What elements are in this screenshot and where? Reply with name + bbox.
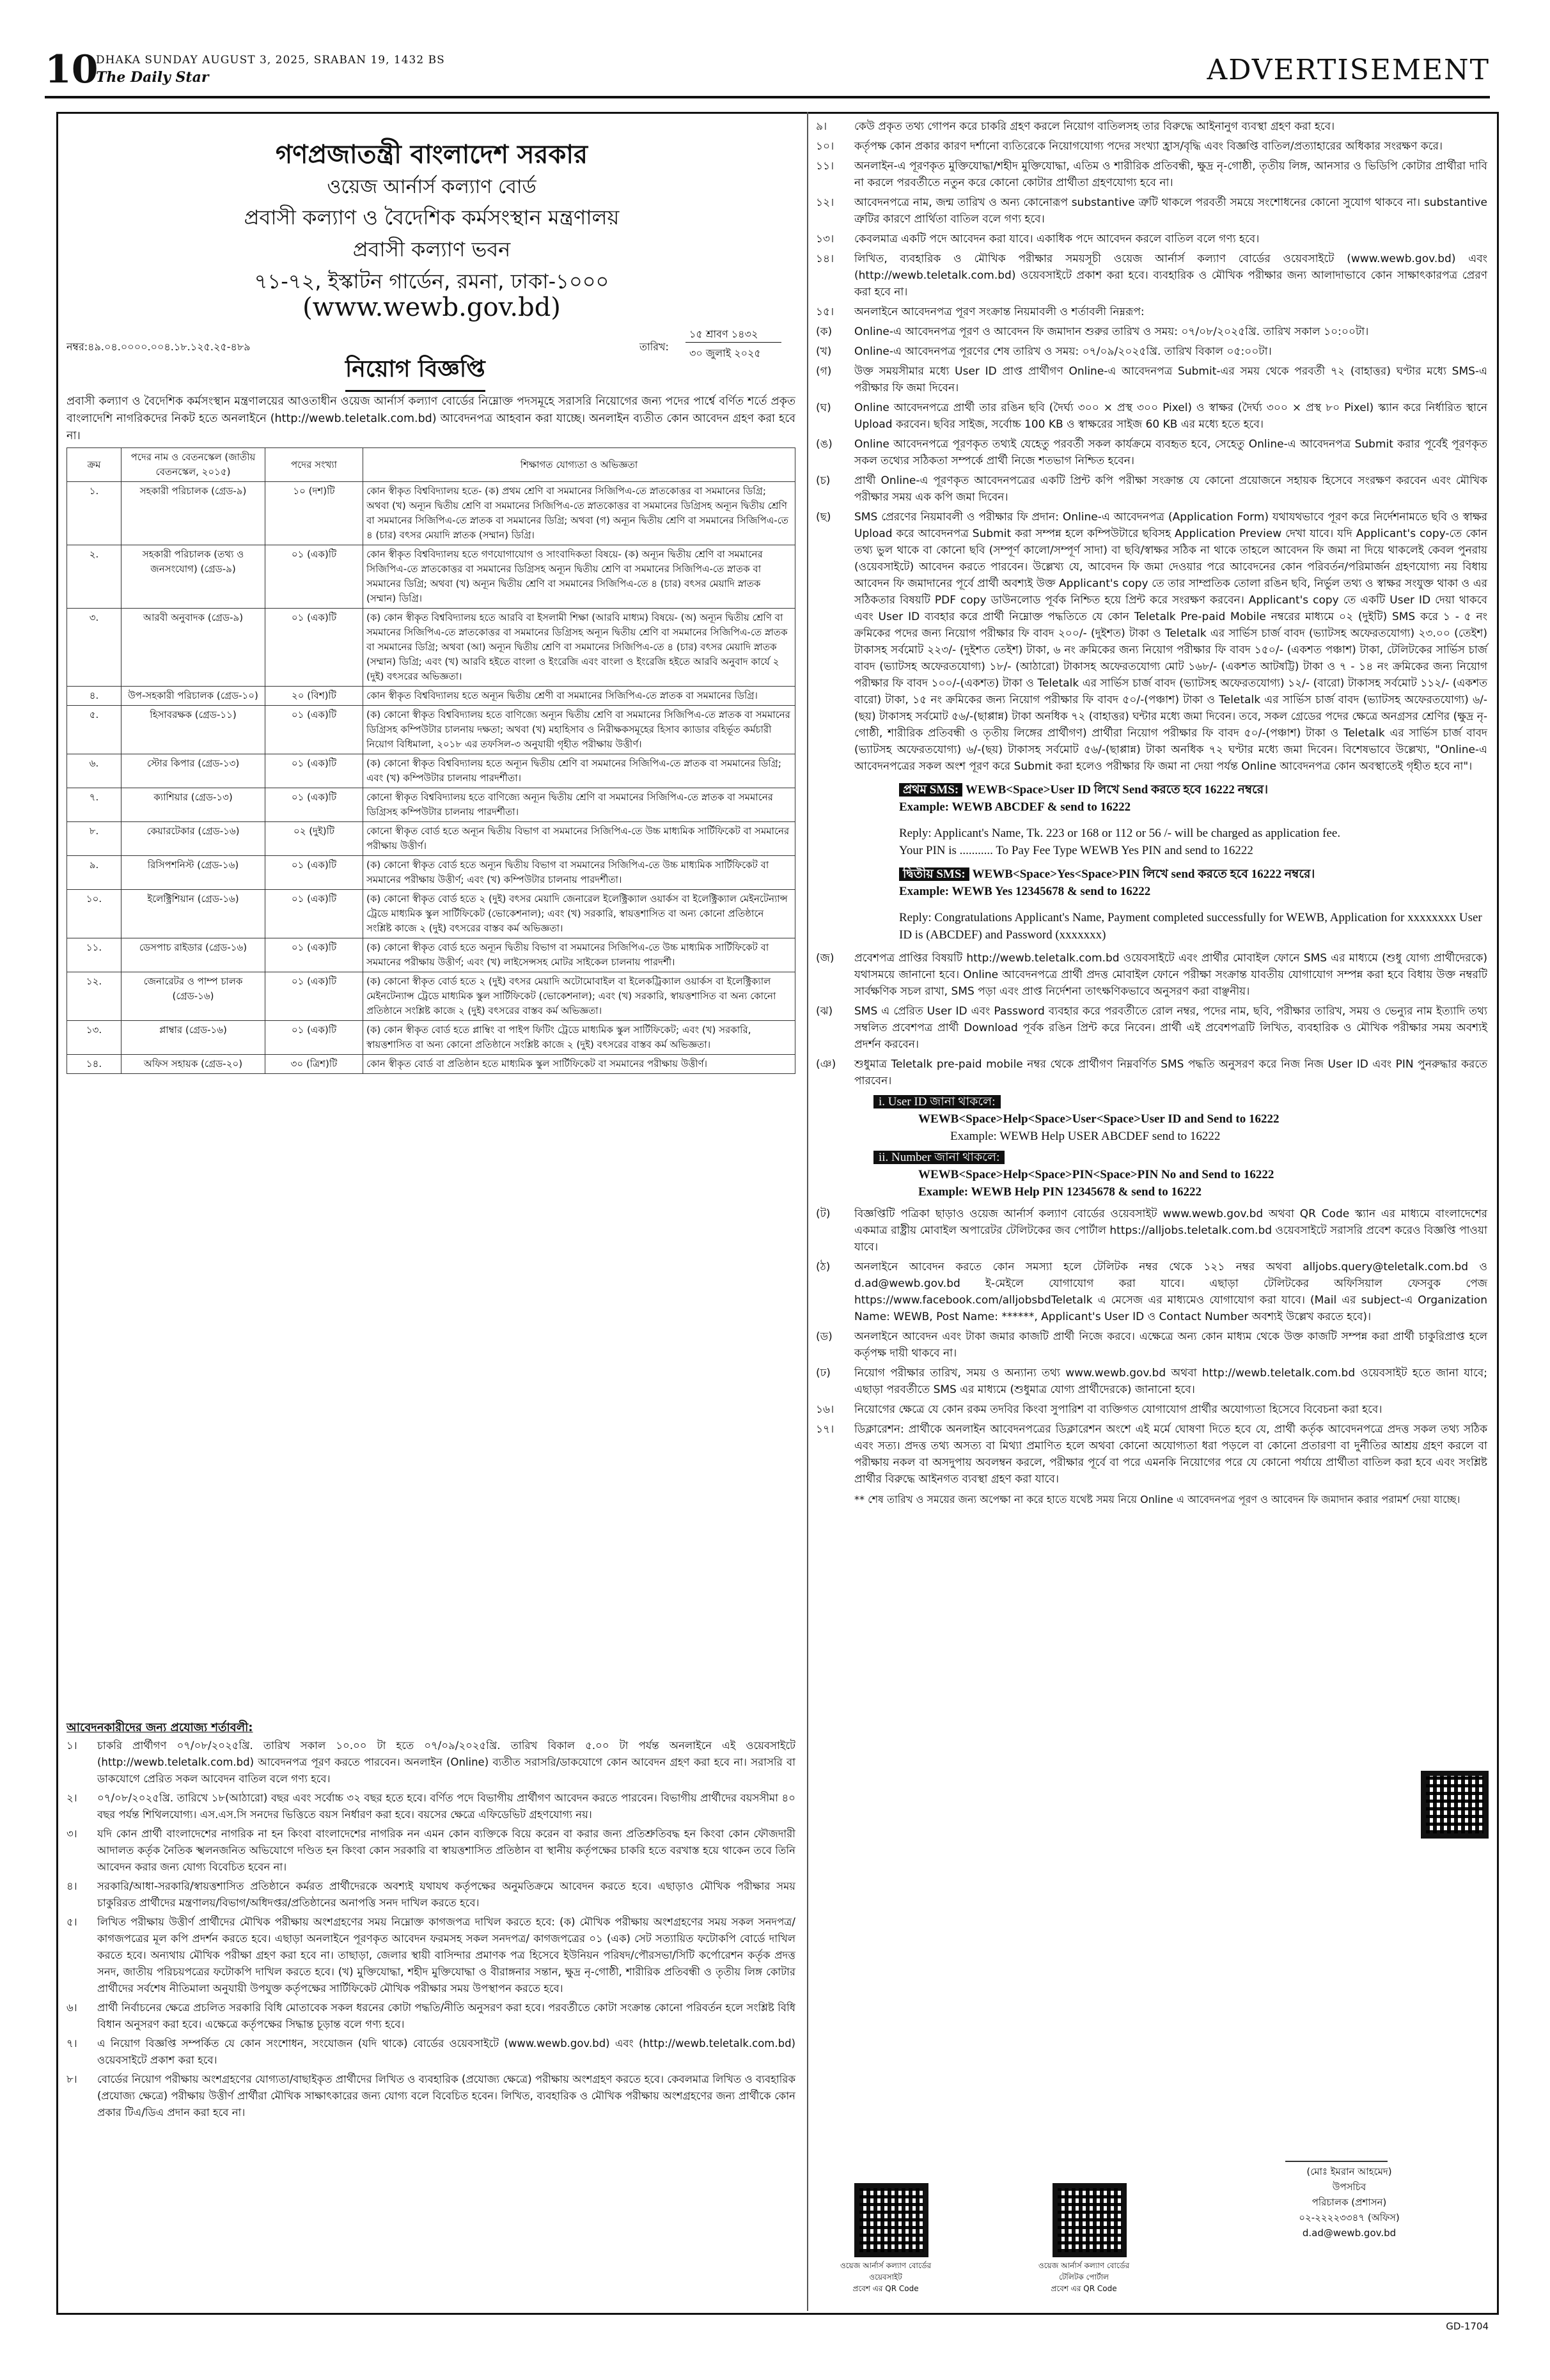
- job-table: [67, 447, 795, 1074]
- row-count: ১০ (দশ)টি: [265, 482, 363, 545]
- row-serial: ৭.: [67, 788, 121, 822]
- row-qualification: কোনো স্বীকৃত বোর্ড হতে অন্যূন দ্বিতীয় বিভাগ বা সমমানের সিজিপিএ-তে উচ্চ মাধ্যমিক সার্টিফিকেট বা সমমানের পরীক্ষায় উত্তীর্ণ।: [363, 822, 795, 856]
- address: ৭১-৭২, ইস্কাটন গার্ডেন, রমনা, ঢাকা-১০০০: [254, 269, 609, 293]
- table-row: [67, 706, 795, 754]
- conditions-title: আবেদনকারীদের জন্য প্রযোজ্য শর্তাবলী:: [67, 1721, 253, 1734]
- condition-item-number: ৫।: [67, 1916, 77, 1928]
- teletalk-qr-caption: [1023, 2260, 1145, 2294]
- instruction-item-text: অনলাইনে আবেদনপত্র পূরণ সংক্রান্ত নিয়মাবলী ও শর্তাবলী নিম্নরূপ:: [854, 306, 1145, 318]
- row-count: ০১ (এক)টি: [265, 754, 363, 788]
- col-count: পদের সংখ্যা: [265, 448, 363, 482]
- instruction-item: [816, 436, 1487, 469]
- instruction-item-number: (ঝ): [816, 1005, 833, 1018]
- instruction-item: [816, 1206, 1487, 1256]
- row-serial: ৮.: [67, 822, 121, 856]
- instruction-item: [816, 950, 1487, 1000]
- instruction-item-text: Online-এ আবেদনপত্র পূরণ ও আবেদন ফি জমাদান শুরুর তারিখ ও সময়: ০৭/০৮/২০২৫খ্রি. তারিখ সকাল ১০:০০টা।: [854, 325, 1369, 338]
- qr-caption-line: টেলিটক পোর্টাল: [1059, 2273, 1109, 2282]
- intro-paragraph: প্রবাসী কল্যাণ ও বৈদেশিক কর্মসংস্থান মন্ত্রণালয়ের আওতাধীন ওয়েজ আর্নার্স কল্যাণ বোর্ডের নিম্নোক্ত পদসমূহে সরাসরি নিয়োগের জন্য পদের পার্শ্বে বর্ণিত শর্তে প্রকৃত বাংলাদেশি নাগরিকদের নিকট হতে অনলাইনে (http://wewb.teletalk.com.bd) আবেদনপত্র আহবান করা যাচ্ছে। অনলাইন ব্যতীত কোন আবেদন গ্রহণ করা হবে না।: [67, 395, 795, 442]
- qr-caption-line: ওয়েজ আর্নার্স কল্যাণ বোর্ডের: [1038, 2261, 1130, 2270]
- row-serial: ৬.: [67, 754, 121, 788]
- instruction-item-number: ১৫।: [816, 306, 834, 318]
- row-post: হিসাবরক্ষক (গ্রেড-১১): [121, 706, 265, 754]
- row-serial: ৪.: [67, 687, 121, 706]
- board-name: ওয়েজ আর্নার্স কল্যাণ বোর্ড: [327, 176, 536, 198]
- instruction-item: [816, 1365, 1487, 1398]
- masthead-rule: [45, 96, 1490, 98]
- column-divider: [807, 112, 808, 2311]
- condition-item-text: ০৭/০৮/২০২৫খ্রি. তারিখে ১৮(আঠারো) বছর এবং সর্বোচ্চ ৩২ বছর হতে হবে। বর্ণিত পদে বিভাগীয় প্রার্থীগণ আবেদন করতে পারবেন। বিভাগীয় প্রার্থীদের বয়সসীমা ৪০ বছর পর্যন্ত শিথিলযোগ্য। এস.এস.সি সনদের ভিত্তিতে বয়স নির্ধারণ করা হবে। বয়সের ক্ষেত্রে এফিডেভিট গ্রহণযোগ্য নয়।: [97, 1792, 795, 1821]
- row-count: ০১ (এক)টি: [265, 890, 363, 938]
- pin-label: ii. Number জানা থাকলে:: [873, 1151, 1005, 1164]
- row-post: অফিস সহায়ক (গ্রেড-২০): [121, 1055, 265, 1074]
- instruction-item-number: ৯।: [816, 120, 827, 133]
- date-bangla: ১৫ শ্রাবণ ১৪৩২: [689, 328, 758, 340]
- govt-title: গণপ্রজাতন্ত্রী বাংলাদেশ সরকার: [276, 140, 588, 169]
- row-post: রিসিপশনিস্ট (গ্রেড-১৬): [121, 856, 265, 890]
- instruction-item-number: (ঢ): [816, 1367, 831, 1380]
- signature-block: [1266, 2164, 1432, 2241]
- instruction-item-text: কেউ প্রকৃত তথ্য গোপন করে চাকরি গ্রহণ করলে নিয়োগ বাতিলসহ তার বিরুদ্ধে আইনানুগ ব্যবস্থা গ্রহণ করা হবে।: [854, 120, 1335, 133]
- row-count: ০১ (এক)টি: [265, 609, 363, 687]
- condition-item-number: ১।: [67, 1739, 77, 1752]
- instruction-item: [816, 323, 1487, 340]
- instruction-item: [816, 400, 1487, 433]
- col-serial: ক্রম: [67, 448, 121, 482]
- row-serial: ৯.: [67, 856, 121, 890]
- row-post: সহকারী পরিচালক (তথ্য ও জনসংযোগ) (গ্রেড-৯): [121, 545, 265, 609]
- condition-item-number: ৩।: [67, 1828, 77, 1840]
- first-sms-label: প্রথম SMS:: [899, 783, 962, 797]
- table-row: [67, 687, 795, 706]
- instruction-item: [816, 158, 1487, 191]
- row-qualification: (ক) কোনো স্বীকৃত বোর্ড হতে ২ (দুই) বৎসর মেয়াদি অটোমোবাইল বা ইলেকট্রিক্যাল ওয়ার্কস বা ইলেক্ট্রিক্যাল মেইনটেন্যান্স ট্রেডে মাধ্যমিক স্কুল সার্টিফিকেট (ভোকেশনাল); এবং (খ) সরকারি, স্বায়ত্তশাসিত বা অন্য কোনো প্রতিষ্ঠানে সংশ্লিষ্ট কাজে ২ (দুই) বৎসরের বাস্তব কর্ম অভিজ্ঞতা।: [363, 972, 795, 1021]
- row-count: ০১ (এক)টি: [265, 972, 363, 1021]
- row-post: প্লাম্বার (গ্রেড-১৬): [121, 1021, 265, 1055]
- row-post: উপ-সহকারী পরিচালক (গ্রেড-১০): [121, 687, 265, 706]
- qr-caption-line: ওয়েবসাইট: [869, 2273, 902, 2282]
- instruction-item: [816, 1421, 1487, 1488]
- condition-item: [67, 1738, 795, 1787]
- row-count: ০১ (এক)টি: [265, 938, 363, 972]
- table-row: [67, 822, 795, 856]
- table-row: [67, 1021, 795, 1055]
- instruction-item-number: ১২।: [816, 196, 834, 209]
- date-label: তারিখ:: [639, 341, 669, 353]
- row-serial: ১০.: [67, 890, 121, 938]
- condition-item: [67, 2071, 795, 2121]
- instruction-item: [816, 1003, 1487, 1053]
- instruction-item: [816, 472, 1487, 506]
- instruction-item: [816, 194, 1487, 228]
- userid-format: WEWB<Space>Help<Space>User<Space>User ID and Send to 16222: [918, 1112, 1280, 1126]
- condition-item: [67, 1790, 795, 1823]
- memo-number: নম্বর:৪৯.০৪.০০০০.০০৪.১৮.১২৫.২৫-৪৮৯: [67, 341, 251, 353]
- instruction-item-number: (ঘ): [816, 401, 831, 414]
- table-row: [67, 482, 795, 545]
- row-qualification: (ক) কোনো স্বীকৃত বোর্ড হতে অন্যূন দ্বিতীয় বিভাগ বা সমমানের সিজিপিএ-তে উচ্চ মাধ্যমিক সার্টিফিকেট বা সমমানের পরীক্ষায় উত্তীর্ণ; এবং (খ) কম্পিউটার চালনায় পারদর্শীতা।: [363, 856, 795, 890]
- signatory-title: উপসচিব: [1332, 2181, 1366, 2193]
- instructions-list-b: [816, 950, 1487, 1089]
- condition-item-text: লিখিত পরীক্ষায় উত্তীর্ণ প্রার্থীদের মৌখিক পরীক্ষায় অংশগ্রহণের সময় নিম্নোক্ত কাগজপত্র দাখিল করতে হবে: (ক) মৌখিক পরীক্ষায় অংশগ্রহণের সময় সকল সনদপত্র/কাগজপত্রের মূল কপি প্রদর্শন করতে হবে। এছাড়া অনলাইনে পূরণকৃত আবেদন ফরমসহ সকল সনদপত্র/ কাগজপত্রের ০১ (এক) সেট সত্যায়িত ফটোকপি বোর্ডে দাখিল করতে হবে। অন্যথায় মৌখিক পরীক্ষা গ্রহণ করা হবে না। তাছাড়া, জেলার স্থায়ী বাসিন্দার প্রমাণক পত্র হিসেবে ইউনিয়ন পরিষদ/পৌরসভা/সিটি কর্পোরেশন কর্তৃক প্রদত্ত সনদ, জাতীয় পরিচয়পত্রের ফটোকপি দাখিল করতে হবে। (খ) মুক্তিযোদ্ধা, শহীদ মুক্তিযোদ্ধা ও বীরাঙ্গনার সন্তান, ক্ষুদ্র নৃ-গোষ্ঠী, শারীরিক প্রতিবন্ধী ও তৃতীয় লিঙ্গ কোটার প্রার্থীদের সর্বশেষ নীতিমালা অনুযায়ী উপযুক্ত কর্তৃপক্ষের সার্টিফিকেট মৌখিক পরীক্ষার সময় উপস্থাপন করতে হবে।: [97, 1916, 795, 1995]
- pin-recovery-box: [873, 1149, 1487, 1201]
- row-serial: ২.: [67, 545, 121, 609]
- table-row: [67, 545, 795, 609]
- qr-code-icon[interactable]: [1421, 1771, 1489, 1839]
- instruction-item-text: অনলাইন-এ পূরণকৃত মুক্তিযোদ্ধা/শহীদ মুক্তিযোদ্ধা, এতিম ও শারীরিক প্রতিবন্ধী, ক্ষুদ্র নৃ-গোষ্ঠী, তৃতীয় লিঙ্গ, আনসার ও ভিডিপি কোটার প্রার্থীরা দাবি না করলে পরবর্তীতে নতুন করে কোনো কোটার প্রার্থীতা গ্রহণযোগ্য হবে না।: [854, 160, 1487, 189]
- signatory-email[interactable]: d.ad@wewb.gov.bd: [1302, 2227, 1397, 2239]
- row-post: জেনারেটর ও পাম্প চালক (গ্রেড-১৬): [121, 972, 265, 1021]
- qr-caption-line: ওয়েজ আর্নার্স কল্যাণ বোর্ডের: [840, 2261, 932, 2270]
- condition-item-text: প্রার্থী নির্বাচনের ক্ষেত্রে প্রচলিত সরকারি বিধি মোতাবেক সকল ধরনের কোটা পদ্ধতি/নীতি অনুসরণ করা হবে। পরবর্তীতে কোটা সংক্রান্ত কোনো পরিবর্তন হলে সংশ্লিষ্ট বিধি বিধান অনুসরণ করা হবে। এক্ষেত্রে কর্তৃপক্ষের সিদ্ধান্ত চূড়ান্ত বলে গণ্য হবে।: [97, 2002, 795, 2030]
- condition-item: [67, 1826, 795, 1876]
- signatory-phone: ০২-২২২২৩৩৪৭ (অফিস): [1299, 2212, 1400, 2223]
- instruction-item-number: (ক): [816, 325, 833, 338]
- row-serial: ১৩.: [67, 1021, 121, 1055]
- instruction-item-text: প্রার্থী Online-এ পূরণকৃত আবেদনপত্রের একটি প্রিন্ট কপি পরীক্ষা সংক্রান্ত যে কোনো প্রয়োজনে সহায়ক হিসেবে সংরক্ষণ করবেন এবং মৌখিক পরীক্ষার সময় এক কপি জমা দিবেন।: [854, 474, 1487, 504]
- second-sms-example: Example: WEWB Yes 12345678 & send to 16222: [899, 885, 1151, 898]
- first-sms-example: Example: WEWB ABCDEF & send to 16222: [899, 800, 1131, 814]
- instruction-item-text: উক্ত সময়সীমার মধ্যে User ID প্রাপ্ত প্রার্থীগণ Online-এ আবেদনপত্র Submit-এর সময় থেকে পরবর্তী ৭২ (বাহাত্তর) ঘণ্টার মধ্যে SMS-এ পরীক্ষার ফি জমা দিবেন।: [854, 365, 1487, 394]
- signatory-designation: পরিচালক (প্রশাসন): [1311, 2197, 1387, 2208]
- instruction-item: [816, 118, 1487, 135]
- instruction-item-number: (ঞ): [816, 1058, 836, 1071]
- row-qualification: (ক) কোনো স্বীকৃত বিশ্ববিদ্যালয় হতে বাণিজ্যে অন্যূন দ্বিতীয় শ্রেণি বা সমমানের সিজিপিএ-তে স্নাতক বা সমমানের ডিগ্রিসহ কম্পিউটার চালনায় দক্ষতা; অথবা (খ) মহাহিসাব ও নিরীক্ষকসমূহের হিসাব ক্যাডার বহির্ভূত কর্মচারী নিয়োগ বিধিমালা, ২০১৮ এর তফসিল-৩ অনুযায়ী গৃহীত পরীক্ষায় উত্তীর্ণ।: [363, 706, 795, 754]
- userid-example: Example: WEWB Help USER ABCDEF send to 16222: [950, 1130, 1221, 1143]
- table-row: [67, 788, 795, 822]
- instruction-item-text: অনলাইনে আবেদন এবং টাকা জমার কাজটি প্রার্থী নিজে করবে। এক্ষেত্রে অন্য কোন মাধ্যম থেকে উক্ত কাজটি সম্পন্ন করা প্রার্থী চাকুরিপ্রাপ্ত হলে কর্তৃপক্ষ দায়ী থাকবে না।: [854, 1330, 1487, 1360]
- row-count: ০১ (এক)টি: [265, 545, 363, 609]
- instruction-item-number: (ড): [816, 1330, 833, 1343]
- row-qualification: কোন স্বীকৃত বিশ্ববিদ্যালয় হতে অন্যূন দ্বিতীয় শ্রেণী বা সমমানের সিজিপিএ-তে স্নাতক বা সমমানের ডিগ্রি।: [363, 687, 795, 706]
- condition-item-text: বোর্ডের নিয়োগ পরীক্ষায় অংশগ্রহণের যোগ্যতা/বাছাইকৃত প্রার্থীদের লিখিত ও ব্যবহারিক (প্রযোজ্য ক্ষেত্রে) পরীক্ষায় অংশগ্রহণ করতে হবে। কেবলমাত্র লিখিত ও ব্যবহারিক (প্রযোজ্য ক্ষেত্রে) পরীক্ষায় উত্তীর্ণ প্রার্থীরা মৌখিক সাক্ষাৎকারের জন্য যোগ্য বলে বিবেচিত হবেন। লিখিত, ব্যবহারিক ও মৌখিক পরীক্ষায় অংশগ্রহণের জন্য প্রার্থীকে কোন প্রকার টিএ/ডিএ প্রদান করা হবে না।: [97, 2073, 795, 2119]
- row-count: ০১ (এক)টি: [265, 788, 363, 822]
- row-qualification: (ক) কোন স্বীকৃত বিশ্ববিদ্যালয় হতে আরবি বা ইসলামী শিক্ষা (আরবি মাধ্যম) বিষয়ে- (অ) অন্যূন দ্বিতীয় শ্রেণি বা সমমানের সিজিপিএ-তে স্নাতকোত্তর বা সমমানের ডিগ্রিসহ অন্যূন দ্বিতীয় শ্রেণি বা সমমানের সিজিপিএ-তে স্নাতক বা সমমানের ডিগ্রি; অথবা (আ) অন্যূন দ্বিতীয় শ্রেণি বা সমমানের সিজিপিএ-তে ৪ (চার) বৎসর মেয়াদি স্নাতক (সম্মান) ডিগ্রি; এবং (খ) আরবি হইতে বাংলা ও ইংরেজি এবং বাংলা ও ইংরেজি হইতে আরবি অনুবাদ কার্যে ২ (দুই) বৎসরের অভিজ্ঞতা।: [363, 609, 795, 687]
- row-post: স্টোর কিপার (গ্রেড-১৩): [121, 754, 265, 788]
- second-sms-reply: Reply: Congratulations Applicant's Name, Payment completed successfully for WEWB, Application for xxxxxxxx User ID is (ABCDEF) and Password (xxxxxxx): [899, 911, 1482, 942]
- table-row: [67, 972, 795, 1021]
- row-count: ২০ (বিশ)টি: [265, 687, 363, 706]
- instruction-item-number: ১০।: [816, 140, 834, 153]
- row-count: ৩০ (ত্রিশ)টি: [265, 1055, 363, 1074]
- row-qualification: (ক) কোনো স্বীকৃত বোর্ড হতে ২ (দুই) বৎসর মেয়াদি জেনারেল ইলেক্ট্রিক্যাল ওয়ার্কস বা ইলেক্ট্রিক্যাল মেইনটেন্যান্স ট্রেডে মাধ্যমিক স্কুল সার্টিফিকেট (ভোকেশনাল); এবং (খ) সরকারি, স্বায়ত্তশাসিত বা অন্য কোনো প্রতিষ্ঠানে সংশ্লিষ্ট কাজে ২ (দুই) বৎসরের বাস্তব কর্ম অভিজ্ঞতা।: [363, 890, 795, 938]
- col-qualification: শিক্ষাগত যোগ্যতা ও অভিজ্ঞতা: [363, 448, 795, 482]
- instruction-item-text: নিয়োগ পরীক্ষার তারিখ, সময় ও অন্যান্য তথ্য www.wewb.gov.bd অথবা http://wewb.teletalk.com.bd ওয়েবসাইট হতে জানা যাবে; এছাড়া পরবর্তীতে SMS এর মাধ্যমে (শুধুমাত্র যোগ্য প্রার্থীদেরকে) জানানো হবে।: [854, 1367, 1487, 1396]
- row-qualification: কোন স্বীকৃত বিশ্ববিদ্যালয় হতে- (ক) প্রথম শ্রেণি বা সমমানের সিজিপিএ-তে স্নাতকোত্তর বা সমমানের ডিগ্রি; অথবা (খ) অন্যূন দ্বিতীয় শ্রেণি বা সমমানের সিজিপিএ-তে স্নাতকোত্তর বা সমমানের ডিগ্রিসহ অন্যূন দ্বিতীয় শ্রেণি বা সমমানের সিজিপিএ-তে স্নাতক বা সমমানের ডিগ্রি; অথবা (গ) অন্যূন দ্বিতীয় শ্রেণি বা সমমানের সিজিপিএ-তে ৪ (চার) বৎসর মেয়াদি স্নাতক (সম্মান) ডিগ্রি।: [363, 482, 795, 545]
- row-post: ক্যাশিয়ার (গ্রেড-১৩): [121, 788, 265, 822]
- instruction-item-text: Online আবেদনপত্রে প্রার্থী তার রঙিন ছবি (দৈর্ঘ্য ৩০০ × প্রস্থ ৩০০ Pixel) ও স্বাক্ষর (দৈর্ঘ্য ৩০০ × প্রস্থ ৮০ Pixel) স্ক্যান করে নির্ধারিত স্থানে Upload করবেন। ছবির সাইজ, সর্বোচ্চ 100 KB ও স্বাক্ষরের সাইজ 60 KB এর মধ্যে হতে হবে।: [854, 401, 1487, 431]
- condition-item: [67, 1878, 795, 1911]
- instruction-item: [816, 363, 1487, 396]
- website-qr-code-icon[interactable]: [854, 2183, 928, 2257]
- condition-item-number: ৪।: [67, 1880, 77, 1892]
- pin-example: Example: WEWB Help PIN 12345678 & send to 16222: [918, 1185, 1202, 1199]
- signatory-name: (মোঃ ইমরান আহমেদ): [1306, 2166, 1392, 2177]
- instruction-item-text: Online আবেদনপত্রে পূরণকৃত তথ্যই যেহেতু পরবর্তী সকল কার্যক্রমে ব্যবহৃত হবে, সেহেতু Online-এ আবেদনপত্র Submit করার পূর্বেই পূরণকৃত সকল তথ্যের সঠিকতা সম্পর্কে প্রার্থী নিজে শতভাগ নিশ্চিত হবেন।: [854, 438, 1487, 467]
- row-serial: ১১.: [67, 938, 121, 972]
- instruction-item: [816, 1328, 1487, 1362]
- instruction-item: [816, 251, 1487, 300]
- row-qualification: কোন স্বীকৃত বোর্ড বা প্রতিষ্ঠান হতে মাধ্যমিক স্কুল সার্টিফিকেট বা সমমানের পরীক্ষায় উত্তীর্ণ।: [363, 1055, 795, 1074]
- row-qualification: (ক) কোনো স্বীকৃত বোর্ড হতে অন্যূন দ্বিতীয় বিভাগ বা সমমানের সিজিপিএ-তে উচ্চ মাধ্যমিক সার্টিফিকেট বা সমমানের পরীক্ষায় উত্তীর্ণ; এবং (খ) লাইসেন্সসহ মোটর সাইকেল চালনায় পারদর্শী।: [363, 938, 795, 972]
- instruction-item-text: প্রবেশপত্র প্রাপ্তির বিষয়টি http://wewb.teletalk.com.bd ওয়েবসাইটে এবং প্রার্থীর মোবাইল ফোনে SMS এর মাধ্যমে (শুধু যোগ্য প্রার্থীদেরকে) যথাসময়ে জানানো হবে। Online আবেদনপত্রে প্রার্থী প্রদত্ত মোবাইল ফোনে পরীক্ষা সংক্রান্ত যাবতীয় যোগাযোগ সম্পন্ন করা হবে বিধায় উক্ত নম্বরটি সার্বক্ষণিক সচল রাখা, SMS পড়া এবং প্রাপ্ত নির্দেশনা তাৎক্ষণিকভাবে অনুসরণ করা বাঞ্ছনীয়।: [854, 952, 1487, 998]
- row-serial: ৫.: [67, 706, 121, 754]
- row-post: কেয়ারটেকার (গ্রেড-১৬): [121, 822, 265, 856]
- instructions-list-c: [816, 1206, 1487, 1488]
- instruction-item-text: নিয়োগের ক্ষেত্রে যে কোন রকম তদবির কিংবা সুপারিশ বা ব্যক্তিগত যোগাযোগ প্রার্থীর অযোগ্যতা হিসেবে বিবেচনা করা হবে।: [854, 1403, 1382, 1416]
- condition-item-text: চাকরি প্রার্থীগণ ০৭/০৮/২০২৫খ্রি. তারিখ সকাল ১০.০০ টা হতে ০৭/০৯/২০২৫খ্রি. তারিখ বিকাল ৫.০০ টা পর্যন্ত অনলাইনে এই ওয়েবসাইটে (http://wewb.teletalk.com.bd) আবেদনপত্র পূরণ করতে পারবেন। অনলাইন (Online) ব্যতীত সরাসরি/ডাকযোগে কোন আবেদন গ্রহণ করা হবে না। সরাসরি বা ডাকযোগে প্রেরিত সকল আবেদন বাতিল বলে গণ্য হবে।: [97, 1739, 795, 1785]
- date-gregorian: ৩০ জুলাই ২০২৫: [689, 347, 761, 359]
- qr-caption-line: প্রবেশ এর QR Code: [852, 2284, 919, 2293]
- page-number: 10: [45, 47, 98, 92]
- conditions-list: [67, 1738, 795, 2124]
- date-divider: [685, 342, 781, 343]
- instruction-item-text: কেবলমাত্র একটি পদে আবেদন করা যাবে। একাধিক পদে আবেদন করলে বাতিল বলে গণ্য হবে।: [854, 233, 1260, 245]
- notice-title: নিয়োগ বিজ্ঞপ্তি: [345, 352, 485, 392]
- row-serial: ১২.: [67, 972, 121, 1021]
- instruction-item-text: অনলাইনে আবেদন করতে কোন সমস্যা হলে টেলিটক নম্বর থেকে ১২১ নম্বর অথবা alljobs.query@teletalk.com.bd ও d.ad@wewb.gov.bd ই-মেইলে যোগাযোগ করা যাবে। এছাড়া টেলিটকের অফিসিয়াল ফেসবুক পেজ https://www.facebook.com/alljobsbdTeletalk এ মেসেজ এর মাধ্যমেও যোগাযোগ করা যাবে। (Mail এর subject-এ Organization Name: WEWB, Post Name: ******, Applicant's User ID ও Contact Number অবশ্যই উল্লেখ করতে হবে)।: [854, 1261, 1487, 1323]
- table-header-row: [67, 448, 795, 482]
- col-post: পদের নাম ও বেতনস্কেল (জাতীয় বেতনস্কেল, ২০১৫): [121, 448, 265, 482]
- condition-item-text: সরকারি/আধা-সরকারি/স্বায়ত্তশাসিত প্রতিষ্ঠানে কর্মরত প্রার্থীদেরকে অবশ্যই যথাযথ কর্তৃপক্ষের অনুমতিক্রমে আবেদন করতে হবে। এছাড়াও মৌখিক পরীক্ষার সময় চাকুরিরত প্রার্থীদের মন্ত্রণালয়/বিভাগ/অধিদপ্তর/প্রতিষ্ঠানের অনাপত্তি সনদ দাখিল করতে হবে।: [97, 1880, 795, 1909]
- instruction-item: [816, 343, 1487, 360]
- row-post: ডেসপাচ রাইডার (গ্রেড-১৬): [121, 938, 265, 972]
- instruction-item-number: ১১।: [816, 160, 834, 173]
- footnote: ** শেষ তারিখ ও সময়ের জন্য অপেক্ষা না করে হাতে যথেষ্ট সময় নিয়ে Online এ আবেদনপত্র পূরণ ও আবেদন ফি জমাদান করার পরামর্শ দেয়া যাচ্ছে।: [854, 1493, 1460, 1505]
- first-sms-format: WEWB<Space>User ID লিখে Send করতে হবে 16222 নম্বরে।: [965, 783, 1269, 797]
- instruction-item-text: ডিক্লারেশন: প্রার্থীকে অনলাইন আবেদনপত্রের ডিক্লারেশন অংশে এই মর্মে ঘোষণা দিতে হবে যে, প্রার্থী কর্তৃক আবেদনপত্রে প্রদত্ত সকল তথ্য সঠিক এবং সত্য। প্রদত্ত তথ্য অসত্য বা মিথ্যা প্রমাণিত হলে অথবা কোনো অযোগ্যতা ধরা পড়লে বা কোনো প্রতারণা বা দুর্নীতির আশ্রয় গ্রহণ করলে বা পরীক্ষায় নকল বা অসদুপায় অবলম্বন করলে, পরীক্ষার পূর্বে বা পরে এমনকি নিয়োগের পরে যে কোনো পর্যায়ে প্রার্থীতা বাতিল করা হবে এবং সংশ্লিষ্ট প্রার্থীর বিরুদ্ধে আইনগত ব্যবস্থা গ্রহণ করা যাবে।: [854, 1423, 1487, 1486]
- instruction-item-number: ১৪।: [816, 253, 834, 265]
- userid-recovery-box: [873, 1093, 1487, 1145]
- instruction-item: [816, 509, 1487, 775]
- instruction-item-text: Online-এ আবেদনপত্র পূরণের শেষ তারিখ ও সময়: ০৭/০৯/২০২৫খ্রি. তারিখ বিকাল ০৫:০০টা।: [854, 345, 1272, 358]
- instruction-item-number: (গ): [816, 365, 832, 378]
- second-sms-format: WEWB<Space>Yes<Space>PIN লিখে send করতে হবে 16222 নম্বরে।: [972, 867, 1315, 881]
- second-sms-label: দ্বিতীয় SMS:: [899, 867, 969, 881]
- instruction-item: [816, 138, 1487, 155]
- website-link[interactable]: (www.wewb.gov.bd): [302, 293, 561, 322]
- instruction-item-text: লিখিত, ব্যবহারিক ও মৌখিক পরীক্ষার সময়সূচী ওয়েজ আর্নার্স কল্যাণ বোর্ডের ওয়েবসাইটে (www.wewb.gov.bd) এবং (http://wewb.teletalk.com.bd) ওয়েবসাইটে প্রকাশ করা হবে। ব্যবহারিক ও মৌখিক পরীক্ষার জন্য আলাদাভাবে কোন সাক্ষাৎকারপত্র প্রেরণ করা হবে না।: [854, 253, 1487, 299]
- instruction-item: [816, 231, 1487, 247]
- condition-item-number: ৬।: [67, 2002, 77, 2014]
- signature-mark: [1285, 2129, 1388, 2162]
- table-row: [67, 1055, 795, 1074]
- pin-format: WEWB<Space>Help<Space>PIN<Space>PIN No and Send to 16222: [918, 1168, 1274, 1181]
- table-row: [67, 856, 795, 890]
- building-name: প্রবাসী কল্যাণ ভবন: [352, 237, 511, 261]
- row-count: ০২ (দুই)টি: [265, 822, 363, 856]
- instructions-list-a: [816, 118, 1487, 775]
- instruction-item: [816, 1401, 1487, 1418]
- row-count: ০১ (এক)টি: [265, 856, 363, 890]
- table-row: [67, 938, 795, 972]
- condition-item-text: এ নিয়োগ বিজ্ঞপ্তি সম্পর্কিত যে কোন সংশোধন, সংযোজন (যদি থাকে) বোর্ডের ওয়েবসাইটে (www.wewb.gov.bd) এবং (http://wewb.teletalk.com.bd) ওয়েবসাইটে প্রকাশ করা হবে।: [97, 2037, 795, 2066]
- userid-label: i. User ID জানা থাকলে:: [873, 1095, 1001, 1108]
- row-serial: ১৪.: [67, 1055, 121, 1074]
- section-title: ADVERTISEMENT: [1207, 54, 1490, 86]
- first-sms-reply-pin: Your PIN is ........... To Pay Fee Type WEWB Yes PIN and send to 16222: [899, 844, 1253, 857]
- ad-code: GD-1704: [1446, 2321, 1489, 2332]
- row-count: ০১ (এক)টি: [265, 1021, 363, 1055]
- condition-item-number: ২।: [67, 1792, 77, 1804]
- first-sms-reply: Reply: Applicant's Name, Tk. 223 or 168 or 112 or 56 /- will be charged as application fee.: [899, 827, 1341, 840]
- instruction-item-text: SMS প্রেরণের নিয়মাবলী ও পরীক্ষার ফি প্রদান: Online-এ আবেদনপত্র (Application Form) যথাযথভাবে পূরণ করে নির্দেশনামতে ছবি ও স্বাক্ষর Upload করে আবেদনপত্র Submit করা সম্পন্ন হলে কম্পিউটারে ছবিসহ Application Preview দেখা যাবে। যদি Applicant's copy-তে কোন তথ্য ভুল থাকে বা কোনো ছবি (সম্পূর্ণ কালো/সম্পূর্ণ সাদা) বা ছবি/স্বাক্ষর সঠিক না থাকে তাহলে আবেদন ফি জমা না দিয়ে থাকলেই কেবল পুনরায় (ওয়েবসাইটে) আবেদন করতে পারবেন। উল্লেখ্য যে, আবেদন ফি জমা দেওয়ার পরে আবেদনের কোন পরিবর্তন/পরিমার্জন গ্রহণযোগ্য নয় বিধায় আবেদন ফি জমাদানের পূর্বে প্রার্থী অবশ্যই উক্ত Applicant's copy তে তার সাম্প্রতিক তোলা রঙিন ছবি, নির্ভুল তথ্য ও স্বাক্ষর সংযুক্ত থাকা ও এর সঠিকতার বিষয়টি PDF copy ডাউনলোড পূর্বক নিশ্চিত হয়ে প্রিন্ট করে সংরক্ষণ করবেন। Applicant's copy তে একটি User ID দেয়া থাকবে এবং User ID ব্যবহার করে প্রার্থী নিম্নোক্ত পদ্ধতিতে যে কোন Teletalk Pre-paid Mobile নম্বরের মাধ্যমে ০২ (দুইটি) SMS করে ১ - ৫ নং ক্রমিকের পদের জন্য নিয়োগ পরীক্ষার ফি বাবদ ২০০/- (দুইশত) টাকা ও Teletalk এর সার্ভিস চার্জ বাবদ (ভ্যাটসহ অফেরতযোগ্য) ২৩.০০ (তেইশ) টাকাসহ সর্বমোট ২২৩/- (দুইশত তেইশ) টাকা, ৬ নং ক্রমিকের জন্য নিয়োগ পরীক্ষার ফি বাবদ ১৫০/- (একশত পঞ্চাশ) টাকা, টেলিটকের সার্ভিস চার্জ বাবদ (ভ্যাটসহ অফেরতযোগ্য) ১৮/- (আঠারো) টাকাসহ অফেরতযোগ্য মোট ১৬৮/- (একশত আটষট্টি) টাকা ও ৭ - ১৪ নং ক্রমিকের জন্য নিয়োগ পরীক্ষার ফি বাবদ ১০০/-(একশত) টাকা ও Teletalk এর সার্ভিস চার্জ বাবদ (ভ্যাটসহ অফেরতযোগ্য) ১২/- (বারো) টাকাসহ সর্বমোট ১১২/- (একশত বারো) টাকা, ১৫ নং ক্রমিকের জন্য নিয়োগ পরীক্ষার ফি বাবদ ৫০/-(পঞ্চাশ) টাকা ও Teletalk এর সার্ভিস চার্জ বাবদ (ভ্যাটসহ অফেরতযোগ্য) ৬/-(ছয়) টাকাসহ সর্বমোট ৫৬/-(ছাপ্পান্ন) টাকা অনধিক ৭২ (বাহাত্তর) ঘন্টার মধ্যে জমা দিবেন। তবে, সকল গ্রেডের পদের ক্ষেত্রে অনগ্রসর শ্রেণির (ক্ষুদ্র নৃ-গোষ্ঠী, শারীরিক প্রতিবন্ধী ও তৃতীয় লিঙ্গের প্রার্থীগণ) প্রার্থীরা নিয়োগ পরীক্ষার ফি বাবদ ৫০/-(পঞ্চাশ) টাকা ও Teletalk এর সার্ভিস চার্জ বাবদ (ভ্যাটসহ অফেরতযোগ্য) ৬/-(ছয়) টাকাসহ সর্বমোট ৫৬/-(ছাপ্পান্ন) টাকা অনধিক ৭২ ঘণ্টার মধ্যে জমা দিবেন। বিশেষভাবে উল্লেখ্য, "Online-এ আবেদনপত্রের সকল অংশ পূরণ করে Submit করা হলেও পরীক্ষার ফি জমা না দেয়া পর্যন্ত Online আবেদনপত্র কোন অবস্থাতেই গৃহীত হবে না"।: [854, 511, 1487, 773]
- first-sms-box: [899, 781, 1487, 859]
- website-qr-caption: [825, 2260, 946, 2294]
- row-qualification: কোন স্বীকৃত বিশ্ববিদ্যালয় হতে গণযোগাযোগ ও সাংবাদিকতা বিষয়ে- (ক) অন্যূন দ্বিতীয় শ্রেণি বা সমমানের সিজিপিএ-তে স্নাতকোত্তর বা সমমানের ডিগ্রিসহ অন্যূন দ্বিতীয় শ্রেণি বা সমমানের সিজিপিএ-তে স্নাতক বা সমমানের ডিগ্রি; অথবা (খ) অন্যূন দ্বিতীয় শ্রেণি বা সমমানের সিজিপিএ-তে ৪ (চার) বৎসর মেয়াদি স্নাতক (সম্মান) ডিগ্রি।: [363, 545, 795, 609]
- row-post: সহকারী পরিচালক (গ্রেড-৯): [121, 482, 265, 545]
- instruction-item-number: ১৬।: [816, 1403, 834, 1416]
- instruction-item-text: শুধুমাত্র Teletalk pre-paid mobile নম্বর থেকে প্রার্থীগণ নিম্নবর্ণিত SMS পদ্ধতি অনুসরণ করে নিজ নিজ User ID এবং PIN পুনরুদ্ধার করতে পারবেন।: [854, 1058, 1487, 1087]
- instruction-item: [816, 304, 1487, 320]
- row-post: ইলেক্ট্রিশিয়ান (গ্রেড-১৬): [121, 890, 265, 938]
- instruction-item-text: SMS এ প্রেরিত User ID এবং Password ব্যবহার করে পরবর্তীতে রোল নম্বর, পদের নাম, ছবি, পরীক্ষার তারিখ, সময় ও ভেন্যুর নাম ইত্যাদি তথ্য সম্বলিত প্রবেশপত্র প্রার্থী Download পূর্বক রঙিন প্রিন্ট করে নিবেন। প্রার্থী এই প্রবেশপত্রটি লিখিত, ব্যবহারিক ও মৌখিক পরীক্ষার সময় অবশ্যই প্রদর্শন করবেন।: [854, 1005, 1487, 1051]
- row-serial: ৩.: [67, 609, 121, 687]
- condition-item-text: যদি কোন প্রার্থী বাংলাদেশের নাগরিক না হন কিংবা বাংলাদেশের নাগরিক নন এমন কোন ব্যক্তিকে বিয়ে করেন বা করার জন্য প্রতিশ্রুতিবদ্ধ হন কিংবা কোন ফৌজদারী আদালত কর্তৃক নৈতিক স্খলনজনিত অভিযোগে দণ্ডিত হন কিংবা কোন সরকারি বা স্বায়ত্তশাসিত প্রতিষ্ঠান বা স্থানীয় কর্তৃপক্ষের চাকরি হতে বরখাস্ত হয়ে থাকেন তবে তিনি আবেদন করার জন্য যোগ্য বিবেচিত হবেন না।: [97, 1828, 795, 1873]
- row-qualification: (ক) কোনো স্বীকৃত বিশ্ববিদ্যালয় হতে অন্যূন দ্বিতীয় শ্রেণি বা সমমানের সিজিপিএ-তে স্নাতক বা সমমানের ডিগ্রি; এবং (খ) কম্পিউটার চালনায় পারদর্শীতা।: [363, 754, 795, 788]
- instruction-item: [816, 1056, 1487, 1089]
- instruction-item-text: আবেদনপত্রে নাম, জন্ম তারিখ ও অন্য কোনোরূপ substantive ত্রুটি থাকলে পরবর্তী সময়ে সংশোধনের কোনো সুযোগ থাকবে না। substantive ত্রুটির কারণে প্রার্থিতা বাতিল বলে গণ্য হবে।: [854, 196, 1487, 226]
- instruction-item-number: (ঙ): [816, 438, 833, 451]
- row-serial: ১.: [67, 482, 121, 545]
- row-qualification: (ক) কোন স্বীকৃত বোর্ড হতে প্লাম্বিং বা পাইপ ফিটিং ট্রেডে মাধ্যমিক স্কুল সার্টিফিকেট; এবং (খ) সরকারি, স্বায়ত্তশাসিত বা অন্য কোনো প্রতিষ্ঠানে সংশ্লিষ্ট কাজে ২ (দুই) বৎসরের বাস্তব কর্ম অভিজ্ঞতা।: [363, 1021, 795, 1055]
- qr-caption-line: প্রবেশ এর QR Code: [1051, 2284, 1117, 2293]
- condition-item: [67, 2035, 795, 2069]
- row-post: আরবী অনুবাদক (গ্রেড-৯): [121, 609, 265, 687]
- ministry-name: প্রবাসী কল্যাণ ও বৈদেশিক কর্মসংস্থান মন্ত্রণালয়: [244, 205, 620, 229]
- instruction-item-number: ১৩।: [816, 233, 834, 245]
- condition-item: [67, 2000, 795, 2033]
- table-row: [67, 609, 795, 687]
- instruction-item-number: (ট): [816, 1208, 831, 1220]
- condition-item-number: ৮।: [67, 2073, 77, 2085]
- instruction-item-number: (ছ): [816, 511, 831, 524]
- second-sms-box: [899, 866, 1487, 944]
- instruction-item-text: বিজ্ঞপ্তিটি পত্রিকা ছাড়াও ওয়েজ আর্নার্স কল্যাণ বোর্ডের ওয়েবসাইট www.wewb.gov.bd অথবা QR Code স্ক্যান এর মাধ্যমে বাংলাদেশের একমাত্র রাষ্ট্রীয় মোবাইল অপারেটর টেলিটকের জব পোর্টাল https://alljobs.teletalk.com.bd ওয়েবসাইটে সরাসরি প্রবেশ করেও বিজ্ঞপ্তি পাওয়া যাবে।: [854, 1208, 1487, 1254]
- teletalk-qr-code-icon[interactable]: [1053, 2183, 1127, 2257]
- row-count: ০১ (এক)টি: [265, 706, 363, 754]
- row-qualification: কোনো স্বীকৃত বিশ্ববিদ্যালয় হতে বাণিজ্যে অন্যূন দ্বিতীয় শ্রেণি বা সমমানের সিজিপিএ-তে স্নাতক বা সমমানের ডিগ্রিসহ কম্পিউটার চালনায় পারদর্শীতা।: [363, 788, 795, 822]
- table-row: [67, 754, 795, 788]
- instruction-item-text: কর্তৃপক্ষ কোন প্রকার কারণ দর্শানো ব্যতিরেকে নিয়োগযোগ্য পদের সংখ্যা হ্রাস/বৃদ্ধি এবং বিজ্ঞপ্তি বাতিল/প্রত্যাহারের অধিকার সংরক্ষণ করে।: [854, 140, 1443, 153]
- instruction-item-number: (খ): [816, 345, 832, 358]
- instruction-item-number: ১৭।: [816, 1423, 834, 1436]
- instruction-item-number: (চ): [816, 474, 831, 487]
- instruction-item: [816, 1259, 1487, 1325]
- instruction-item-number: (জ): [816, 952, 834, 965]
- condition-item: [67, 1914, 795, 1997]
- dateline: DHAKA SUNDAY AUGUST 3, 2025, SRABAN 19, 1432 BS: [96, 54, 445, 66]
- instruction-item-number: (ঠ): [816, 1261, 831, 1273]
- right-column: [816, 118, 1487, 1508]
- newspaper-name: The Daily Star: [96, 69, 209, 86]
- condition-item-number: ৭।: [67, 2037, 77, 2049]
- table-row: [67, 890, 795, 938]
